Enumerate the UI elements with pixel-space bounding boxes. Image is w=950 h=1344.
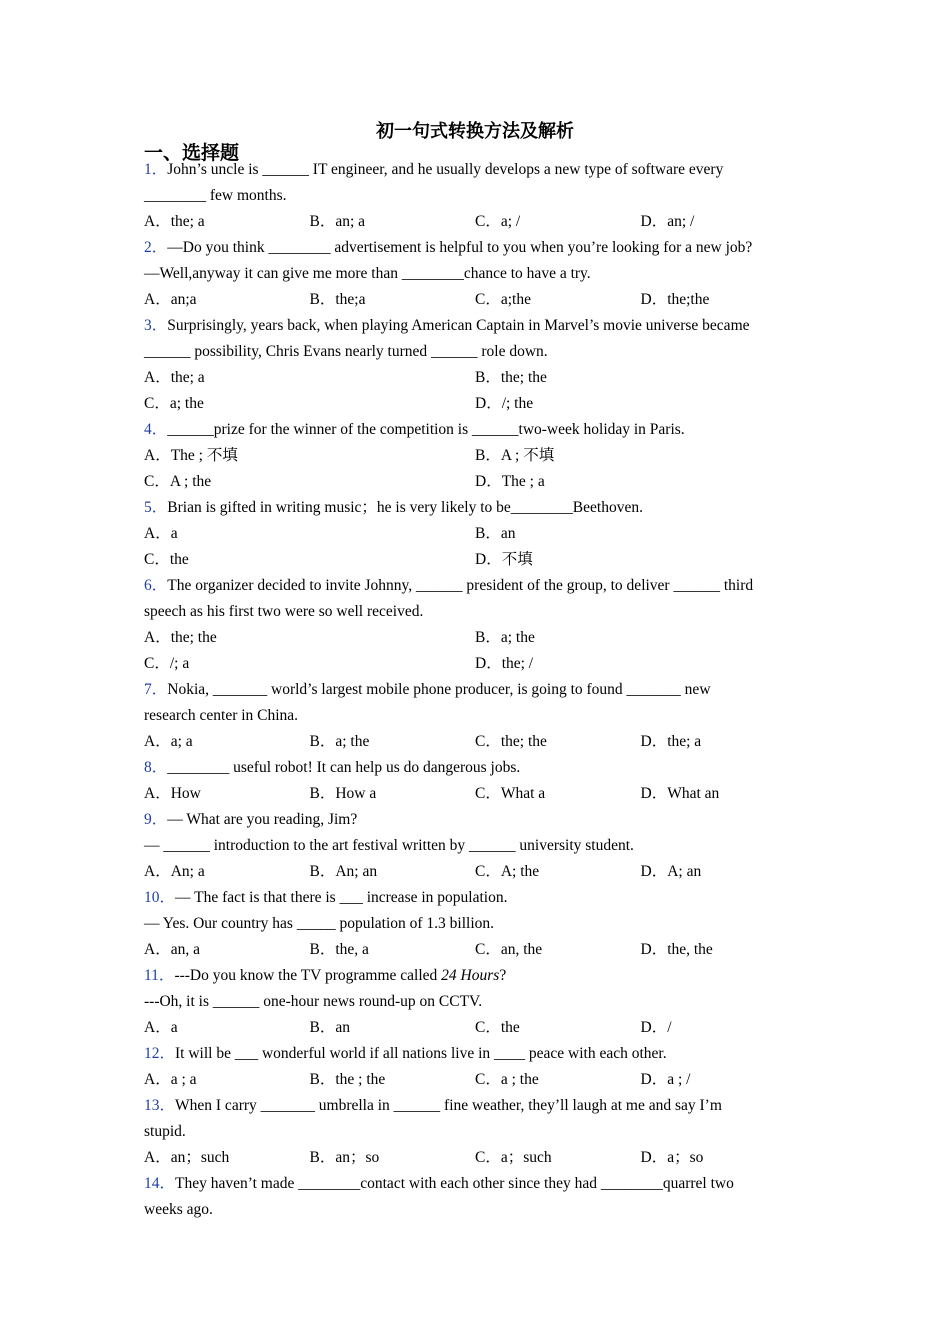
option-d[interactable]: D．a ; /: [640, 1071, 691, 1088]
question-text: —Do you think ________ advertisement is helpful to you when you’re looking for a new job?: [167, 239, 753, 256]
question-text: speech as his first two were so well received.: [144, 603, 424, 620]
options: [144, 287, 814, 313]
option-b[interactable]: B．the ; the: [309, 1071, 386, 1088]
question-14: [144, 1171, 814, 1223]
option-b[interactable]: B．a; the: [475, 629, 535, 646]
option-c[interactable]: C．A; the: [475, 863, 540, 880]
option-a[interactable]: A．a: [144, 525, 178, 542]
question-number: 9．: [144, 811, 168, 828]
question-text-end: ?: [499, 967, 507, 984]
question-list: [144, 157, 814, 1223]
option-a[interactable]: A．the; a: [144, 213, 205, 230]
question-text: research center in China.: [144, 707, 299, 724]
option-d[interactable]: D．/: [640, 1019, 672, 1036]
option-a[interactable]: A．a ; a: [144, 1071, 197, 1088]
option-b[interactable]: B．the;a: [309, 291, 366, 308]
question-text: ---Oh, it is ______ one-hour news round-up on CCTV.: [144, 993, 483, 1010]
question-4: [144, 417, 814, 495]
option-a[interactable]: A．the; the: [144, 629, 217, 646]
option-c[interactable]: C．a;the: [475, 291, 531, 308]
section-heading: 一、选择题: [144, 143, 240, 164]
option-d[interactable]: D．不填: [475, 551, 533, 568]
question-text: ---Do you know the TV programme called: [174, 967, 442, 984]
question-1: [144, 157, 814, 235]
question-text: — ______ introduction to the art festival written by ______ university student.: [144, 837, 634, 854]
options: [144, 781, 814, 807]
options: [144, 1145, 814, 1171]
question-7: [144, 677, 814, 755]
options: [144, 859, 814, 885]
option-b[interactable]: B．an；so: [309, 1149, 380, 1166]
option-b[interactable]: B．An; an: [309, 863, 378, 880]
question-text: Nokia, _______ world’s largest mobile phone producer, is going to found _______ new: [167, 681, 711, 698]
option-b[interactable]: B．the; the: [475, 369, 547, 386]
option-c[interactable]: C．What a: [475, 785, 546, 802]
option-a[interactable]: A．An; a: [144, 863, 205, 880]
question-number: 14．: [144, 1175, 176, 1192]
option-a[interactable]: A．a; a: [144, 733, 193, 750]
option-b[interactable]: B．an; a: [309, 213, 366, 230]
question-10: [144, 885, 814, 963]
question-13: [144, 1093, 814, 1171]
question-text: — What are you reading, Jim?: [167, 811, 358, 828]
option-d[interactable]: D．a；so: [640, 1149, 704, 1166]
question-12: [144, 1041, 814, 1093]
option-c[interactable]: C．a ; the: [475, 1071, 539, 1088]
question-number: 2．: [144, 239, 168, 256]
option-b[interactable]: B．an: [475, 525, 516, 542]
option-c[interactable]: C．/; a: [144, 655, 190, 672]
option-d[interactable]: D．the; a: [640, 733, 702, 750]
option-c[interactable]: C．a；such: [475, 1149, 552, 1166]
options: [144, 365, 814, 417]
option-a[interactable]: A．an, a: [144, 941, 200, 958]
question-number: 11．: [144, 967, 175, 984]
option-d[interactable]: D．the;the: [640, 291, 710, 308]
question-number: 13．: [144, 1097, 176, 1114]
option-d[interactable]: D．A; an: [640, 863, 702, 880]
question-number: 4．: [144, 421, 168, 438]
question-6: [144, 573, 814, 677]
option-b[interactable]: B．A ; 不填: [475, 447, 555, 464]
option-c[interactable]: C．the: [475, 1019, 520, 1036]
options: [144, 209, 814, 235]
option-a[interactable]: A．The ; 不填: [144, 447, 238, 464]
options: [144, 625, 814, 677]
option-a[interactable]: A．an；such: [144, 1149, 230, 1166]
options: [144, 1015, 814, 1041]
option-a[interactable]: A．a: [144, 1019, 178, 1036]
options: [144, 1067, 814, 1093]
option-b[interactable]: B．How a: [309, 785, 377, 802]
question-text: When I carry _______ umbrella in ______ fine weather, they’ll laugh at me and say I’m: [175, 1097, 722, 1114]
options: [144, 937, 814, 963]
question-text: ________ few months.: [144, 187, 287, 204]
question-text: — Yes. Our country has _____ population of 1.3 billion.: [144, 915, 495, 932]
option-d[interactable]: D．the, the: [640, 941, 713, 958]
option-a[interactable]: A．the; a: [144, 369, 205, 386]
question-8: [144, 755, 814, 807]
option-c[interactable]: C．the: [144, 551, 189, 568]
options: [144, 521, 814, 573]
question-text: The organizer decided to invite Johnny, ______ president of the group, to deliver ______ third: [167, 577, 754, 594]
question-text: —Well,anyway it can give me more than ________chance to have a try.: [144, 265, 591, 282]
option-c[interactable]: C．A ; the: [144, 473, 212, 490]
option-b[interactable]: B．the, a: [309, 941, 369, 958]
question-number: 8．: [144, 759, 168, 776]
option-c[interactable]: C．a; the: [144, 395, 204, 412]
question-5: [144, 495, 814, 573]
option-d[interactable]: D．The ; a: [475, 473, 545, 490]
option-a[interactable]: A．How: [144, 785, 201, 802]
question-text: It will be ___ wonderful world if all nations live in ____ peace with each other.: [175, 1045, 667, 1062]
question-text: John’s uncle is ______ IT engineer, and he usually develops a new type of software every: [167, 161, 724, 178]
question-number: 1．: [144, 161, 168, 178]
question-text: — The fact is that there is ___ increase in population.: [175, 889, 508, 906]
option-a[interactable]: A．an;a: [144, 291, 197, 308]
question-9: [144, 807, 814, 885]
question-3: [144, 313, 814, 417]
options: [144, 729, 814, 755]
option-c[interactable]: C．a; /: [475, 213, 521, 230]
question-text: ________ useful robot! It can help us do dangerous jobs.: [167, 759, 521, 776]
question-text: weeks ago.: [144, 1201, 213, 1218]
question-number: 10．: [144, 889, 176, 906]
document-title: 初一句式转换方法及解析: [376, 121, 574, 141]
option-b[interactable]: B．a; the: [309, 733, 370, 750]
option-b[interactable]: B．an: [309, 1019, 350, 1036]
options: [144, 443, 814, 495]
question-text: ______ possibility, Chris Evans nearly turned ______ role down.: [144, 343, 548, 360]
question-number: 3．: [144, 317, 168, 334]
option-d[interactable]: D．What an: [640, 785, 720, 802]
question-11: [144, 963, 814, 1041]
question-2: [144, 235, 814, 313]
question-text: Brian is gifted in writing music；he is very likely to be________Beethoven.: [167, 499, 643, 516]
question-text: ______prize for the winner of the competition is ______two-week holiday in Paris.: [167, 421, 685, 438]
programme-name: 24 Hours: [441, 967, 500, 984]
question-number: 6．: [144, 577, 168, 594]
option-d[interactable]: D．the; /: [475, 655, 534, 672]
option-d[interactable]: D．/; the: [475, 395, 534, 412]
question-number: 12．: [144, 1045, 176, 1062]
question-number: 7．: [144, 681, 168, 698]
option-d[interactable]: D．an; /: [640, 213, 695, 230]
question-number: 5．: [144, 499, 168, 516]
question-text: stupid.: [144, 1123, 186, 1140]
option-c[interactable]: C．an, the: [475, 941, 543, 958]
option-c[interactable]: C．the; the: [475, 733, 547, 750]
question-text: They haven’t made ________contact with each other since they had ________quarrel two: [175, 1175, 734, 1192]
question-text: Surprisingly, years back, when playing American Captain in Marvel’s movie universe became: [167, 317, 750, 334]
